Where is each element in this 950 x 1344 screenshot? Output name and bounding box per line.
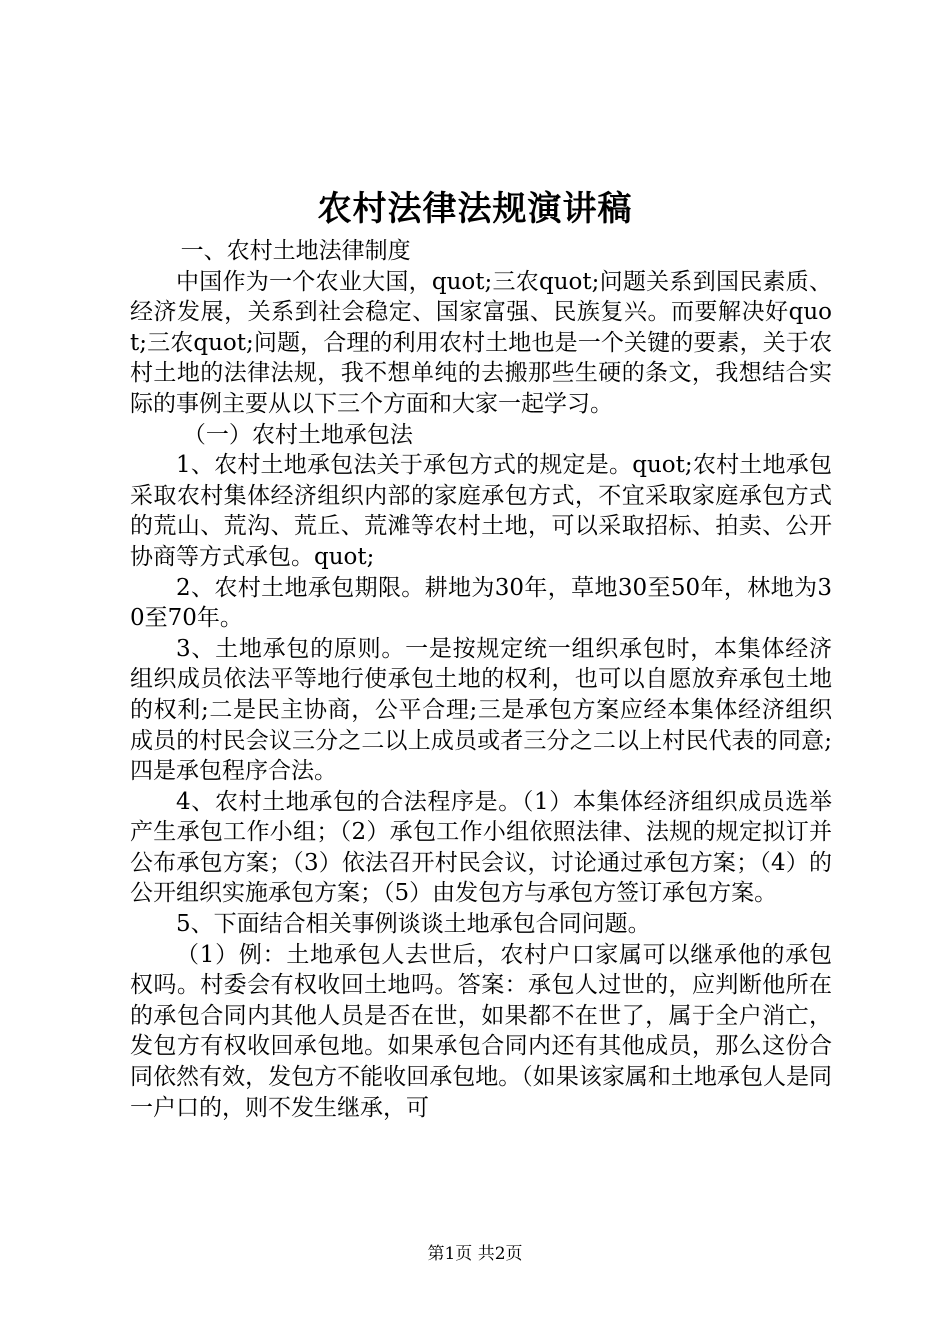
page-footer: 第1页 共2页 (427, 1244, 523, 1264)
paragraph-item-5: 5、下面结合相关事例谈谈土地承包合同问题。 (176, 911, 651, 938)
subsection-heading-contract-law: （一）农村土地承包法 (182, 421, 413, 448)
paragraph-item-4: 4、农村土地承包的合法程序是。（1）本集体经济组织成员选举产生承包工作小组；（2）承包工作小组依照法律、法规的规定拟订并公布承包方案；（3）依法召开村民会议，讨论通过承包方案；（4）的公开组织实施承包方案；（5）由发包方与承包方签订承包方案。 (130, 788, 832, 907)
paragraph-item-2: 2、农村土地承包期限。耕地为30年，草地30至50年，林地为30至70年。 (130, 574, 832, 632)
paragraph-item-3: 3、土地承包的原则。一是按规定统一组织承包时，本集体经济组织成员依法平等地行使承包土地的权利，也可以自愿放弃承包土地的权利;二是民主协商，公平合理;三是承包方案应经本集体经济组织成员的村民会议三分之二以上成员或者三分之二以上村民代表的同意;四是承包程序合法。 (130, 635, 832, 785)
document-title: 农村法律法规演讲稿 (317, 189, 633, 229)
paragraph-intro: 中国作为一个农业大国，quot;三农quot;问题关系到国民素质、经济发展，关系到社会稳定、国家富强、民族复兴。而要解决好quot;三农quot;问题，合理的利用农村土地也是一个关键的要素，关于农村土地的法律法规，我不想单纯的去搬那些生硬的条文，我想结合实际的事例主要从以下三个方面和大家一起学习。 (130, 268, 832, 417)
section-heading-land-law: 一、农村土地法律制度 (180, 238, 411, 264)
paragraph-example-1: （1）例：土地承包人去世后，农村户口家属可以继承他的承包权吗。村委会有权收回土地吗。答案：承包人过世的，应判断他所在的承包合同内其他人员是否在世，如果都不在世了，属于全户消亡，发包方有权收回承包地。如果承包合同内还有其他成员，那么这份合同依然有效，发包方不能收回承包地。（如果该家属和土地承包人是同一户口的，则不发生继承，可 (130, 941, 832, 1121)
document-body (130, 236, 832, 1123)
paragraph-item-1: 1、农村土地承包法关于承包方式的规定是。quot;农村土地承包采取农村集体经济组织内部的家庭承包方式，不宜采取家庭承包方式的荒山、荒沟、荒丘、荒滩等农村土地，可以采取招标、拍卖、公开协商等方式承包。quot; (130, 452, 832, 570)
